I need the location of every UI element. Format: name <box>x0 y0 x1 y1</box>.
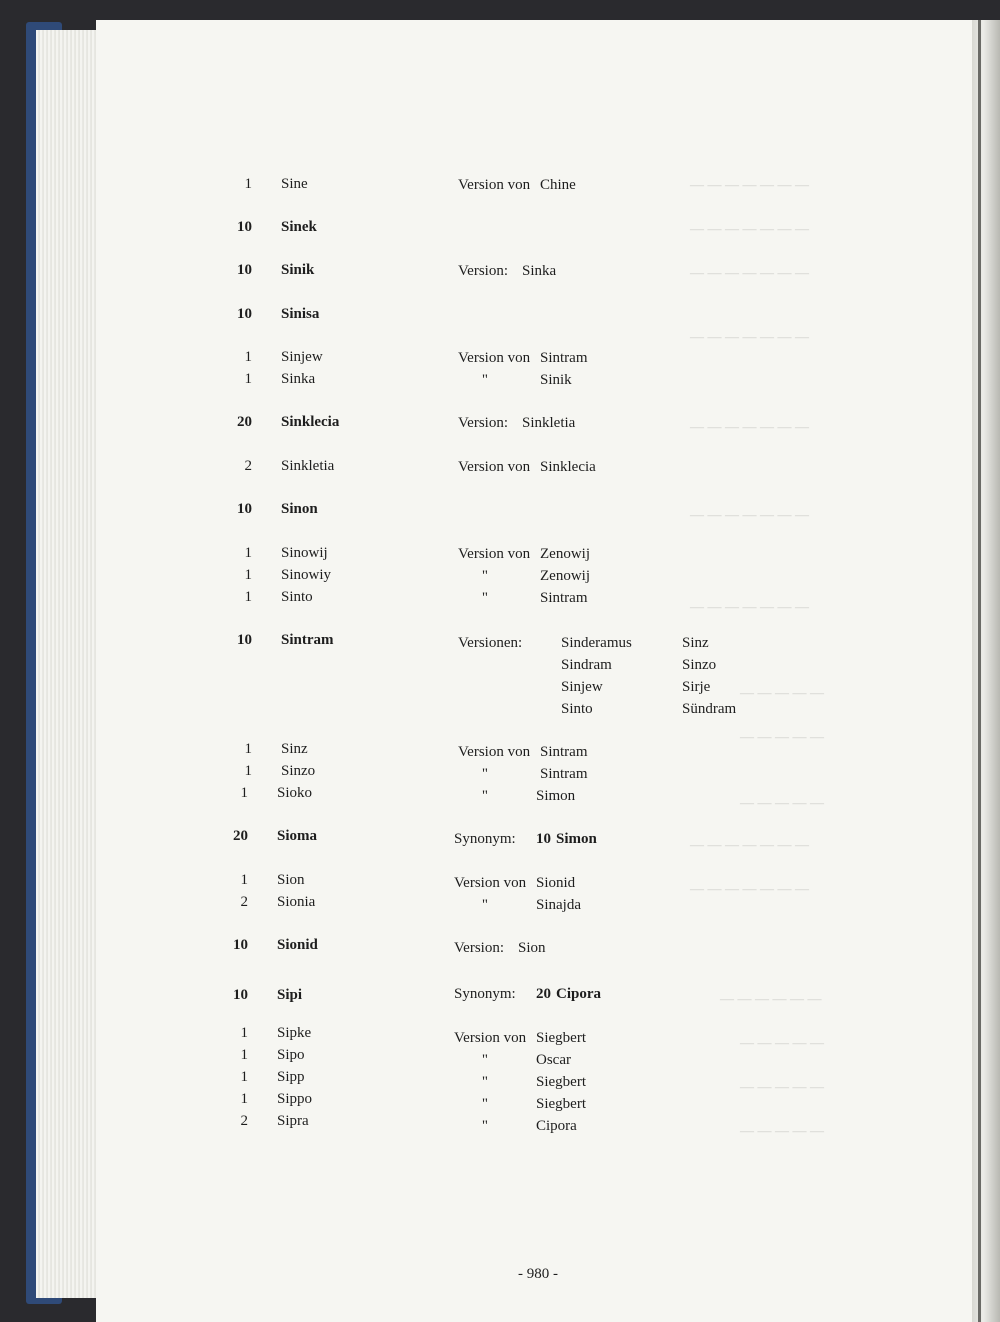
gutter-shadow <box>978 20 981 1322</box>
entry-count: 1 <box>240 1091 248 1107</box>
entry-name: Sipke <box>277 1025 312 1041</box>
entry-count: 2 <box>240 894 248 910</box>
note-label: Synonym: <box>454 986 516 1002</box>
note-reference: Siegbert <box>536 1074 586 1090</box>
entry-count: 10 <box>237 306 252 322</box>
entry-name: Sipo <box>277 1047 305 1063</box>
entry-count: 20 <box>233 828 248 844</box>
note-reference: Sinajda <box>536 897 581 913</box>
note-label: " <box>481 1118 488 1134</box>
entry-count: 10 <box>237 262 252 278</box>
note-label: " <box>481 897 488 913</box>
entry-name: Sine <box>281 176 308 192</box>
entry-name: Sinkletia <box>281 458 335 474</box>
entry-name: Sion <box>277 872 305 888</box>
entry-name: Sintram <box>281 632 334 648</box>
version-item: Sindram <box>561 657 612 673</box>
note-reference: Sion <box>518 940 546 956</box>
entry-name: Sinik <box>281 262 315 278</box>
entry-name: Sinjew <box>281 349 323 365</box>
note-label: Version von <box>458 546 531 562</box>
note-reference: Sinik <box>540 372 572 388</box>
note-reference: Zenowij <box>540 568 590 584</box>
entry-count: 1 <box>240 1025 248 1041</box>
entry-count: 1 <box>244 349 252 365</box>
note-label: " <box>481 568 488 584</box>
note-reference: Sintram <box>540 350 588 366</box>
entry-name: Sioma <box>277 828 318 844</box>
synonym-count: 10 <box>536 831 551 847</box>
entry-name: Sinzo <box>281 763 316 779</box>
note-label: " <box>481 1096 488 1112</box>
entry-count: 1 <box>244 741 252 757</box>
entry-count: 1 <box>244 371 252 387</box>
note-reference: Sintram <box>540 766 588 782</box>
entry-name: Sinka <box>281 371 316 387</box>
version-item: Sirje <box>682 679 711 695</box>
note-label: Version: <box>458 415 508 431</box>
note-reference: Zenowij <box>540 546 590 562</box>
note-label: " <box>481 788 488 804</box>
version-item: Sündram <box>682 701 737 717</box>
entry-name: Sinowij <box>281 545 328 561</box>
note-reference: Sinklecia <box>540 459 596 475</box>
note-label: Synonym: <box>454 831 516 847</box>
note-reference: Cipora <box>536 1118 577 1134</box>
version-item: Sinto <box>561 701 593 717</box>
entry-name: Sinon <box>281 501 318 517</box>
entry-name: Sinklecia <box>281 414 340 430</box>
note-label: " <box>481 1074 488 1090</box>
note-label: Version von <box>454 1030 527 1046</box>
entry-name: Sipp <box>277 1069 305 1085</box>
note-label: Version von <box>458 459 531 475</box>
version-item: Sinderamus <box>561 635 632 651</box>
note-label: Version: <box>454 940 504 956</box>
entry-count: 10 <box>237 501 252 517</box>
entry-count: 20 <box>237 414 252 430</box>
entry-count: 1 <box>240 785 248 801</box>
note-label: Version von <box>458 350 531 366</box>
book-gutter <box>972 20 1000 1322</box>
entry-count: 1 <box>244 545 252 561</box>
synonym-name: Cipora <box>556 986 601 1002</box>
version-item: Sinz <box>682 635 709 651</box>
note-label: " <box>481 766 488 782</box>
synonym-count: 20 <box>536 986 551 1002</box>
entry-name: Sinz <box>281 741 308 757</box>
entry-name: Sioko <box>277 785 313 801</box>
entry-name: Sipi <box>277 987 303 1003</box>
note-label: " <box>481 1052 488 1068</box>
entry-count: 1 <box>244 567 252 583</box>
note-reference: Siegbert <box>536 1030 586 1046</box>
version-item: Sinzo <box>682 657 717 673</box>
note-reference: Siegbert <box>536 1096 586 1112</box>
note-reference: Sinkletia <box>522 415 576 431</box>
entry-name: Sippo <box>277 1091 313 1107</box>
note-label: Versionen: <box>458 635 523 651</box>
synonym-name: Simon <box>556 831 597 847</box>
note-reference: Sinka <box>522 263 557 279</box>
entry-count: 10 <box>233 937 248 953</box>
note-label: Version von <box>458 177 531 193</box>
entry-count: 1 <box>240 1069 248 1085</box>
entry-name: Sipra <box>277 1113 309 1129</box>
note-label: Version: <box>458 263 508 279</box>
entry-count: 10 <box>237 219 252 235</box>
entry-count: 1 <box>244 176 252 192</box>
entry-count: 10 <box>233 987 248 1003</box>
note-label: " <box>481 590 488 606</box>
entry-name: Sionia <box>277 894 316 910</box>
note-reference: Oscar <box>536 1052 571 1068</box>
scanned-book-page: — — — — — — — — — — — — — — — — — — — — — — — — — — — — — — — — — — — — — — — — — — — — — — — — — — — — — — — — — — — — — — — — — — — — — — — — — — — — — — — — — — — — — — — — — — — — — — — — — — — 1 Sine Version von Chine 10 Sinek 10 Sinik Version: Sinka 10 Sinisa 1 Sinjew Version von Sintram 1 Sinka " Sinik 20 Sinklecia Version: Sinkletia 2 Sinkletia Version von Sinklecia 10 Sinon 1 Sinowij Version von Zenowij 1 Sinowiy " Zenowij 1 Sinto " Sintram 10 Sintram Versionen: Sinderamus Sindram Sinjew Sinto Sinz Sinzo Sirje Sündram 1 Sinz Version von Sintram 1 Sinzo " Sintram 1 Sioko " Simon 20 Sioma Synonym: 10 Simon 1 Sion Version von Sionid 2 Sionia " Sinajda 10 Sionid Version: Sion 10 Sipi Synonym: 20 Cipora 1 Sipke Version von Siegbert 1 Sipo " Oscar 1 Sipp " Siegbert 1 Sippo " Siegbert 2 Sipra " Cipora - 980 - <box>0 0 1000 1322</box>
version-item: Sinjew <box>561 679 603 695</box>
entry-name: Sinek <box>281 219 317 235</box>
entry-count: 1 <box>240 1047 248 1063</box>
entry-count: 2 <box>244 458 252 474</box>
entry-name: Sionid <box>277 937 318 953</box>
entry-count: 10 <box>237 632 252 648</box>
entry-count: 1 <box>240 872 248 888</box>
entry-name: Sinto <box>281 589 313 605</box>
entry-count: 1 <box>244 763 252 779</box>
note-reference: Simon <box>536 788 576 804</box>
note-label: " <box>481 372 488 388</box>
entry-name: Sinowiy <box>281 567 332 583</box>
note-reference: Sintram <box>540 744 588 760</box>
note-label: Version von <box>454 875 527 891</box>
note-reference: Sionid <box>536 875 576 891</box>
entry-count: 2 <box>240 1113 248 1129</box>
entry-count: 1 <box>244 589 252 605</box>
note-reference: Sintram <box>540 590 588 606</box>
note-label: Version von <box>458 744 531 760</box>
entry-name: Sinisa <box>281 306 320 322</box>
page-number: - 980 - <box>518 1266 558 1282</box>
note-reference: Chine <box>540 177 576 193</box>
